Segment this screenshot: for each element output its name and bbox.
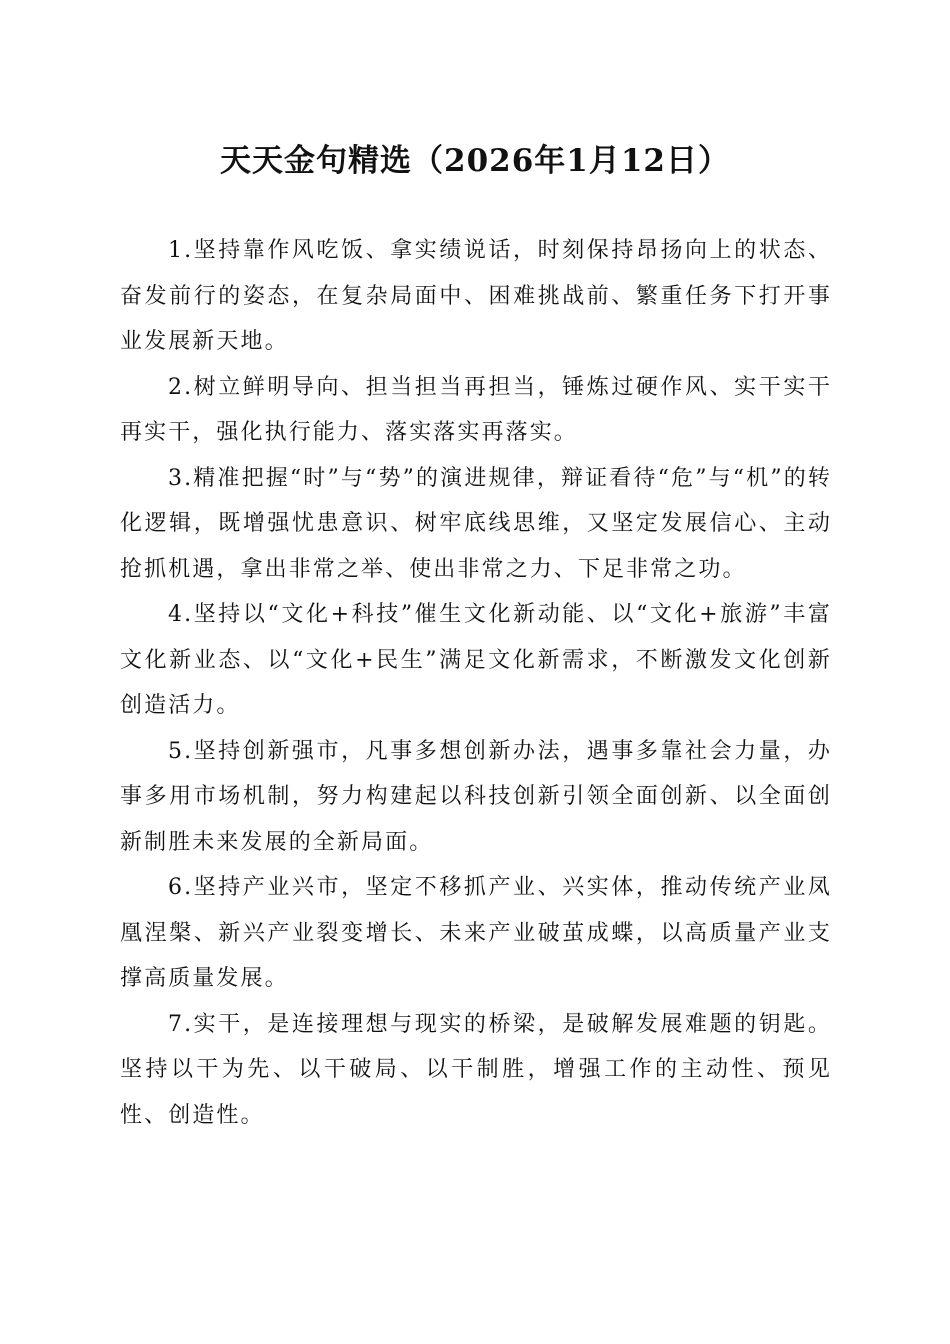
paragraph-2: 2.树立鲜明导向、担当担当再担当，锤炼过硬作风、实干实干再实干，强化执行能力、落实落实再落实。 — [120, 374, 832, 445]
paragraph-4: 4.坚持以“文化+科技”催生文化新动能、以“文化+旅游”丰富文化新业态、以“文化+民生”满足文化新需求，不断激发文化创新创造活力。 — [120, 602, 832, 718]
page-title: 天天金句精选（2026年1月12日） — [220, 143, 730, 179]
paragraph-5: 5.坚持创新强市，凡事多想创新办法，遇事多靠社会力量，办事多用市场机制，努力构建起以科技创新引领全面创新、以全面创新制胜未来发展的全新局面。 — [120, 738, 832, 855]
paragraph-6: 6.坚持产业兴市，坚定不移抓产业、兴实体，推动传统产业凤凰涅槃、新兴产业裂变增长、未来产业破茧成蝶，以高质量产业支撑高质量发展。 — [120, 875, 832, 991]
paragraph-7: 7.实干，是连接理想与现实的桥梁，是破解发展难题的钥匙。坚持以干为先、以干破局、以干制胜，增强工作的主动性、预见性、创造性。 — [120, 1011, 832, 1128]
document-body — [120, 228, 832, 1138]
paragraph-1: 1.坚持靠作风吃饭、拿实绩说话，时刻保持昂扬向上的状态、奋发前行的姿态，在复杂局面中、困难挑战前、繁重任务下打开事业发展新天地。 — [120, 238, 832, 354]
paragraph-3: 3.精准把握“时”与“势”的演进规律，辩证看待“危”与“机”的转化逻辑，既增强忧患意识、树牢底线思维，又坚定发展信心、主动抢抓机遇，拿出非常之举、使出非常之力、下足非常之功。 — [120, 465, 832, 582]
